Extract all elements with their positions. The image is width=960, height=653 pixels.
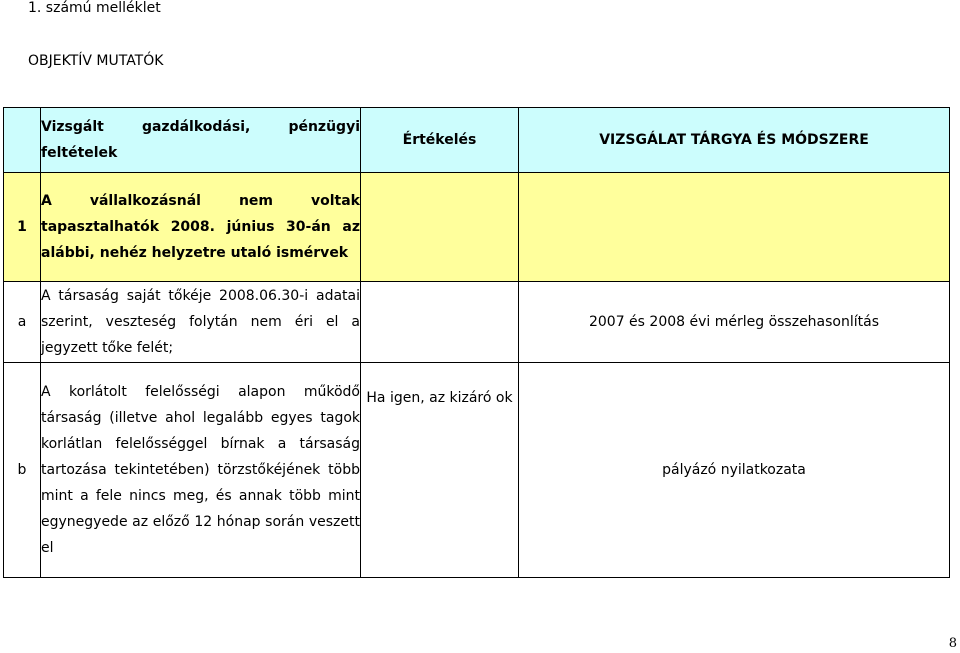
row-evaluation: [361, 173, 519, 282]
annex-label: 1. számú melléklet: [28, 0, 161, 16]
row-condition: A korlátolt felelősségi alapon működő társaság (illetve ahol legalább egyes tagok korlátlan felelősséggel bírnak a társaság tartozása tekintetében) törzstőkéjének több mint a fele nincs meg, és annak több mint egynegyede az előző 12 hónap során veszett el: [41, 363, 361, 578]
row-method: [519, 173, 950, 282]
row-condition: A társaság saját tőkéje 2008.06.30-i adatai szerint, veszteség folytán nem éri el a jegyzett tőke felét;: [41, 282, 361, 363]
header-index-cell: [4, 108, 41, 173]
row-index: 1: [4, 173, 41, 282]
header-evaluation-cell: Értékelés: [361, 108, 519, 173]
criteria-table: [3, 107, 950, 578]
row-method: pályázó nyilatkozata: [519, 363, 950, 578]
table-header-row: [4, 108, 950, 173]
row-index: b: [4, 363, 41, 578]
row-evaluation: Ha igen, az kizáró ok: [361, 363, 519, 578]
page-number: 8: [948, 636, 957, 651]
table-row: [4, 173, 950, 282]
row-condition: A vállalkozásnál nem voltak tapasztalhatók 2008. június 30-án az alábbi, nehéz helyzetre utaló ismérvek: [41, 173, 361, 282]
table-row: [4, 363, 950, 578]
header-condition-cell: Vizsgált gazdálkodási, pénzügyi feltételek: [41, 108, 361, 173]
table-row: [4, 282, 950, 363]
row-evaluation: [361, 282, 519, 363]
section-title: OBJEKTÍV MUTATÓK: [28, 53, 164, 69]
row-index: a: [4, 282, 41, 363]
row-method: 2007 és 2008 évi mérleg összehasonlítás: [519, 282, 950, 363]
header-method-cell: VIZSGÁLAT TÁRGYA ÉS MÓDSZERE: [519, 108, 950, 173]
